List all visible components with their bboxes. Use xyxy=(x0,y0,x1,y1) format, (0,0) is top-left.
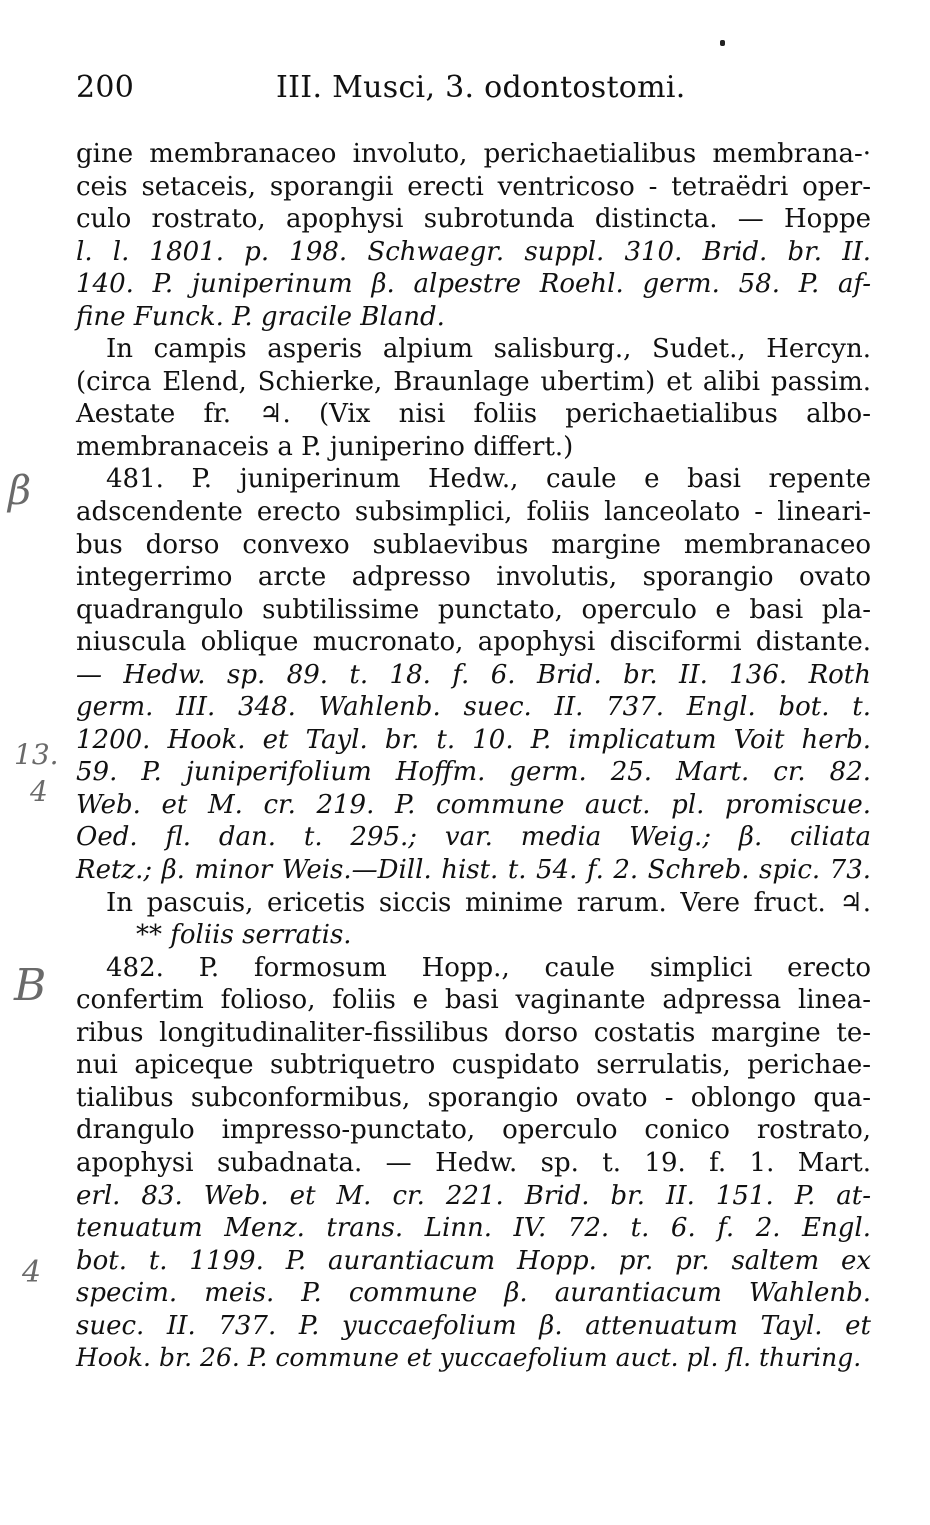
text-line: ribus longitudinaliter-fissilibus dorso costatis margine te- xyxy=(76,1017,871,1048)
ink-speck xyxy=(720,40,725,46)
text-line: Web. et M. cr. 219. P. commune auct. pl. promiscue. xyxy=(76,789,871,820)
margin-note-4b: 4 xyxy=(22,1255,42,1290)
running-head: III. Musci, 3. odontostomi. xyxy=(276,70,686,105)
species-heading-481: 481. P. juniperinum Hedw., caule e basi repente xyxy=(106,464,871,495)
text-line: integerrimo arcte adpresso involutis, sporangio ovato xyxy=(76,562,871,593)
text-line: membranaceis a P. juniperino differt.) xyxy=(76,431,574,462)
page-number: 200 xyxy=(76,70,135,105)
text-line: germ. III. 348. Wahlenb. suec. II. 737. Engl. bot. t. xyxy=(76,692,871,723)
text-line: erl. 83. Web. et M. cr. 221. Brid. br. II. 151. P. at- xyxy=(76,1180,871,1211)
species-heading-482: 482. P. formosum Hopp., caule simplici erecto xyxy=(106,952,871,983)
margin-note-13: 13. xyxy=(14,738,59,771)
text-line: — Hedw. sp. 89. t. 18. f. 6. Brid. br. II. 136. Roth xyxy=(76,659,871,690)
text-line: In pascuis, ericetis siccis minime rarum. Vere fruct. ♃. xyxy=(106,887,871,918)
main-text xyxy=(76,138,871,1375)
text-line: niuscula oblique mucronato, apophysi disciformi distante. xyxy=(76,627,871,658)
text-line: adscendente erecto subsimplici, foliis lanceolato - lineari- xyxy=(76,497,871,528)
text-line: 59. P. juniperifolium Hoffm. germ. 25. Mart. cr. 82. xyxy=(76,757,871,788)
text-line: confertim folioso, foliis e basi vaginante adpressa linea- xyxy=(76,985,871,1016)
text-line: Aestate fr. ♃. (Vix nisi foliis perichaetialibus albo- xyxy=(76,399,871,430)
text-line: In campis asperis alpium salisburg., Sudet., Hercyn. xyxy=(106,334,871,365)
text-line: 140. P. juniperinum β. alpestre Roehl. germ. 58. P. af- xyxy=(76,269,871,300)
text-line: drangulo impresso-punctato, operculo conico rostrato, xyxy=(76,1115,871,1146)
text-line: Retz.; β. minor Weis.—Dill. hist. t. 54. f. 2. Schreb. spic. 73. xyxy=(76,855,871,886)
text-line: bot. t. 1199. P. aurantiacum Hopp. pr. pr. saltem ex xyxy=(76,1245,871,1276)
margin-note-4a: 4 xyxy=(30,775,48,808)
margin-note-beta: β xyxy=(8,468,32,514)
text-line: gine membranaceo involuto, perichaetialibus membrana-· xyxy=(76,139,871,169)
text-line: l. l. 1801. p. 198. Schwaegr. suppl. 310. Brid. br. II. xyxy=(76,236,871,267)
text-line: Oed. fl. dan. t. 295.; var. media Weig.; β. ciliata xyxy=(76,822,871,853)
text-line: tenuatum Menz. trans. Linn. IV. 72. t. 6. f. 2. Engl. xyxy=(76,1213,871,1244)
text-line: ceis setaceis, sporangii erecti ventricoso - tetraëdri oper- xyxy=(76,171,871,202)
text-line: apophysi subadnata. — Hedw. sp. t. 19. f. 1. Mart. xyxy=(76,1147,871,1178)
margin-note-B: B xyxy=(14,960,47,1011)
text-line: 1200. Hook. et Tayl. br. t. 10. P. implicatum Voit herb. xyxy=(76,724,871,755)
text-line: quadrangulo subtilissime punctato, operculo e basi pla- xyxy=(76,594,871,625)
text-line: specim. meis. P. commune β. aurantiacum Wahlenb. xyxy=(76,1278,871,1309)
section-heading: ** foliis serratis. xyxy=(136,920,352,951)
text-line: culo rostrato, apophysi subrotunda distincta. — Hoppe xyxy=(76,204,871,235)
text-line: tialibus subconformibus, sporangio ovato - oblongo qua- xyxy=(76,1082,871,1113)
text-line: fine Funck. P. gracile Bland. xyxy=(76,301,445,332)
text-line: suec. II. 737. P. yuccaefolium β. attenuatum Tayl. et xyxy=(76,1310,871,1341)
text-line: bus dorso convexo sublaevibus margine membranaceo xyxy=(76,529,871,560)
text-line: Hook. br. 26. P. commune et yuccaefolium auct. pl. fl. thuring. xyxy=(76,1343,862,1373)
text-line: (circa Elend, Schierke, Braunlage ubertim) et alibi passim. xyxy=(76,366,871,397)
text-line: nui apiceque subtriquetro cuspidato serrulatis, perichae- xyxy=(76,1050,871,1081)
